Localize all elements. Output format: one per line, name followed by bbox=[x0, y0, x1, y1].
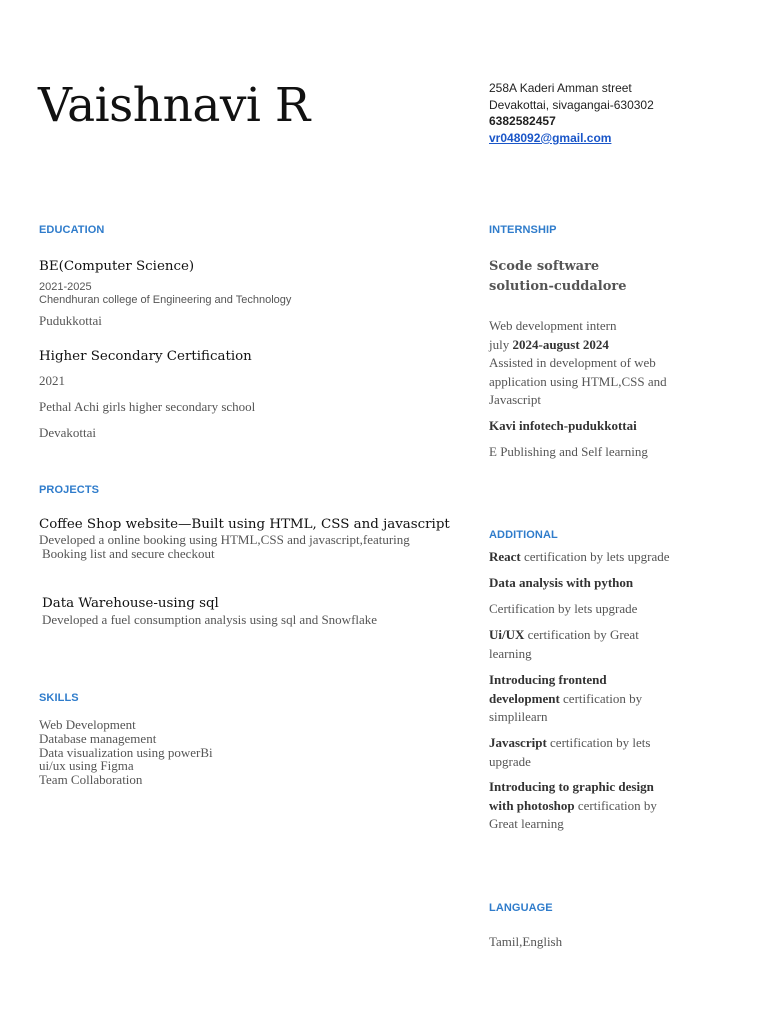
internship-company-1: Scode software solution-cuddalore bbox=[489, 259, 627, 294]
skill-item: Data visualization using powerBi bbox=[39, 744, 213, 760]
degree-years: 2021-2025 bbox=[39, 281, 92, 293]
language-value: Tamil,English bbox=[489, 934, 563, 949]
additional-item: Introducing to graphic design with photoshop certification by Great learning bbox=[489, 779, 657, 831]
internship-company-2: Kavi infotech-pudukkottai bbox=[489, 418, 637, 433]
internship-period: july 2024-august 2024 bbox=[489, 336, 609, 352]
additional-item: Data analysis with python bbox=[489, 575, 634, 590]
hsc-year: 2021 bbox=[39, 373, 65, 388]
internship-role: Web development intern bbox=[489, 318, 617, 333]
skill-item: Web Development bbox=[39, 717, 136, 732]
email-link[interactable]: vr048092@gmail.com bbox=[489, 130, 612, 145]
degree-college: Chendhuran college of Engineering and Technology bbox=[39, 294, 292, 306]
education-heading: EDUCATION bbox=[39, 224, 105, 236]
skills-heading: SKILLS bbox=[39, 692, 79, 704]
project-1-title: Coffee Shop website—Built using HTML, CSS and javascript bbox=[39, 517, 450, 532]
hsc-school: Pethal Achi girls higher secondary school bbox=[39, 399, 256, 414]
project-1-description bbox=[39, 533, 410, 561]
internship-heading: INTERNSHIP bbox=[489, 224, 557, 236]
candidate-name: Vaishnavi R bbox=[38, 78, 310, 133]
contact-block bbox=[489, 80, 654, 146]
additional-item: Javascript certification by lets upgrade bbox=[489, 735, 651, 769]
internship-company-2-description: E Publishing and Self learning bbox=[489, 444, 648, 459]
additional-item: Ui/UX certification by Great learning bbox=[489, 627, 639, 661]
hsc-city: Devakottai bbox=[39, 425, 97, 440]
address-line-1: 258A Kaderi Amman street bbox=[489, 81, 632, 95]
degree-title: BE(Computer Science) bbox=[39, 259, 195, 274]
internship-description: Assisted in development of web application using HTML,CSS and Javascript bbox=[489, 355, 667, 407]
project-2-description: Developed a fuel consumption analysis using sql and Snowflake bbox=[42, 612, 378, 627]
project-1-desc-line-2: Booking list and secure checkout bbox=[42, 546, 215, 561]
additional-item: Certification by lets upgrade bbox=[489, 601, 638, 616]
language-heading: LANGUAGE bbox=[489, 902, 553, 914]
phone-number: 6382582457 bbox=[489, 114, 556, 129]
projects-heading: PROJECTS bbox=[39, 484, 100, 496]
skill-item: Team Collaboration bbox=[39, 772, 143, 788]
additional-heading: ADDITIONAL bbox=[489, 529, 558, 541]
internship-details bbox=[489, 317, 689, 410]
skill-item: Database management bbox=[39, 730, 157, 746]
skill-item: ui/ux using Figma bbox=[39, 758, 134, 774]
additional-item: Introducing frontend development certification by simplilearn bbox=[489, 672, 643, 724]
hsc-title: Higher Secondary Certification bbox=[39, 349, 252, 364]
additional-item: React certification by lets upgrade bbox=[489, 549, 670, 564]
address-line-2: Devakottai, sivagangai-630302 bbox=[489, 97, 654, 112]
skills-list bbox=[39, 718, 213, 787]
project-1-desc-line-1: Developed a online booking using HTML,CSS and javascript,featuring bbox=[39, 532, 410, 547]
project-2-title: Data Warehouse-using sql bbox=[42, 596, 219, 611]
degree-city: Pudukkottai bbox=[39, 313, 102, 328]
